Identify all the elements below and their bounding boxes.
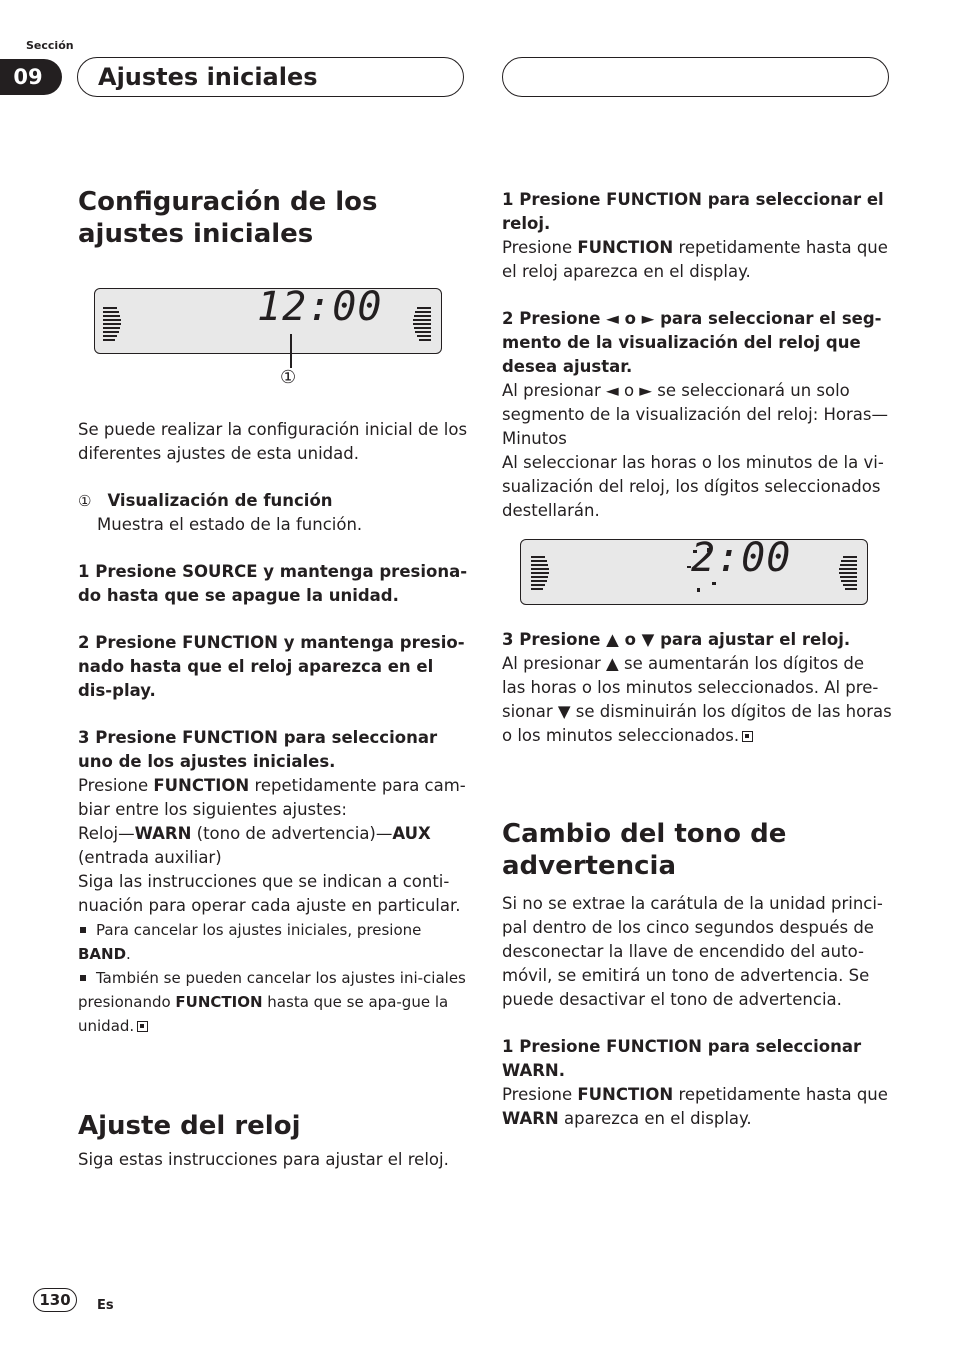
- step-1-right-body: [502, 236, 892, 284]
- lcd-display-1: [94, 284, 442, 354]
- text-run: repetidamente hasta que el reloj aparezca en el display.: [502, 238, 888, 281]
- text-run: FUNCTION: [577, 1085, 674, 1104]
- step-3-left: 3 Presione FUNCTION para seleccionar uno de los ajustes iniciales.: [78, 728, 438, 771]
- lcd-time-2: 2:00: [691, 535, 792, 581]
- tono-step-1-body: [502, 1083, 892, 1131]
- bullet-note-2: [78, 966, 468, 1038]
- section-label: Sección: [26, 39, 74, 52]
- right-column: [502, 188, 892, 1131]
- callout-line: [290, 334, 292, 368]
- step-3-options: [78, 822, 468, 870]
- step-1-right: 1 Presione FUNCTION para seleccionar el reloj.: [502, 190, 884, 233]
- legend-item: [78, 489, 468, 513]
- step-3-right: 3 Presione ▲ o ▼ para ajustar el reloj.: [502, 630, 851, 649]
- intro-text: Se puede realizar la configuración inicial de los diferentes ajustes de esta unidad.: [78, 420, 468, 463]
- text-run: WARN: [502, 1109, 559, 1128]
- tono-step-1: 1 Presione FUNCTION para seleccionar WARN.: [502, 1037, 862, 1080]
- text-run: También se pueden cancelar los ajustes ini-ciales presionando: [78, 969, 466, 1011]
- text-run: hasta que se apa-gue la unidad.: [78, 993, 449, 1035]
- text-run: aparezca en el display.: [558, 1109, 752, 1128]
- step-3-body: [78, 774, 468, 822]
- text-run: Presione: [502, 238, 578, 257]
- step-2-right-body: Al presionar ◄ o ► se seleccionará un solo segmento de la visualización del reloj: Horas—Minutos: [502, 381, 889, 448]
- text-run: AUX: [392, 824, 431, 843]
- text-run: repetidamente hasta que: [673, 1085, 888, 1104]
- text-run: .: [126, 945, 131, 963]
- reloj-intro: Siga estas instrucciones para ajustar el reloj.: [78, 1150, 449, 1169]
- text-run: Al presionar ▲ se aumentarán los dígitos de las horas o los minutos seleccionados. Al pre-sionar ▼ se disminuirán los dígitos de las horas o los minutos seleccionados.: [502, 654, 892, 745]
- legend-marker: ①: [78, 492, 92, 510]
- text-run: Presione: [502, 1085, 578, 1104]
- display-figure-2: [502, 535, 892, 605]
- heading-ajuste-reloj: Ajuste del reloj: [78, 1111, 301, 1141]
- legend-desc: Muestra el estado de la función.: [97, 515, 363, 534]
- bullet-icon: [80, 975, 86, 981]
- display-figure-1: [78, 284, 468, 408]
- step-2-left: 2 Presione FUNCTION y mantenga presio-nado hasta que el reloj aparezca en el dis-play.: [78, 633, 465, 700]
- text-run: (tono de advertencia)—: [191, 824, 393, 843]
- step-2-right: 2 Presione ◄ o ► para seleccionar el seg-mento de la visualización del reloj que desea ajustar.: [502, 309, 882, 376]
- legend-title: Visualización de función: [107, 491, 333, 510]
- heading-configuracion: Configuración de los ajustes iniciales: [78, 187, 378, 249]
- text-run: (entrada auxiliar): [78, 848, 222, 867]
- step-1-left: 1 Presione SOURCE y mantenga presiona-do hasta que se apague la unidad.: [78, 562, 468, 605]
- text-run: Reloj—: [78, 824, 135, 843]
- section-title-empty-box: [502, 57, 889, 97]
- text-run: Presione: [78, 776, 154, 795]
- text-run: repetidamente para cam-biar entre los siguientes ajustes:: [78, 776, 466, 819]
- text-run: FUNCTION: [175, 993, 263, 1011]
- step-3-note: Siga las instrucciones que se indican a conti-nuación para operar cada ajuste en particular.: [78, 872, 461, 915]
- section-number-badge: 09: [0, 59, 62, 95]
- text-run: WARN: [134, 824, 192, 843]
- lcd-time-1: 12:00: [257, 284, 383, 330]
- language-code: Es: [97, 1298, 114, 1313]
- page-number: 130: [33, 1288, 77, 1312]
- section-title-text: Ajustes iniciales: [98, 63, 318, 91]
- section-title: [77, 57, 464, 97]
- lcd-display-2: [520, 535, 868, 605]
- bullet-icon: [80, 927, 86, 933]
- text-run: FUNCTION: [577, 238, 674, 257]
- text-run: Para cancelar los ajustes iniciales, presione: [96, 921, 422, 939]
- callout-marker: ①: [280, 367, 297, 388]
- text-run: FUNCTION: [153, 776, 250, 795]
- left-column: [78, 186, 468, 1172]
- end-of-section-icon: [137, 1021, 148, 1032]
- step-2-right-body-2: Al seleccionar las horas o los minutos de la vi-sualización del reloj, los dígitos seleccionados destellarán.: [502, 453, 884, 520]
- bullet-note-1: [78, 918, 468, 966]
- step-3-right-body: [502, 652, 892, 748]
- tono-intro: Si no se extrae la carátula de la unidad princi-pal dentro de los cinco segundos después de desconectar la llave de encendido del auto-móvil, se emitirá un tono de advertencia. Se puede desactivar el tono de advertencia.: [502, 894, 883, 1009]
- text-run: BAND: [78, 945, 127, 963]
- heading-cambio-tono: Cambio del tono de advertencia: [502, 819, 787, 881]
- end-of-section-icon: [742, 731, 753, 742]
